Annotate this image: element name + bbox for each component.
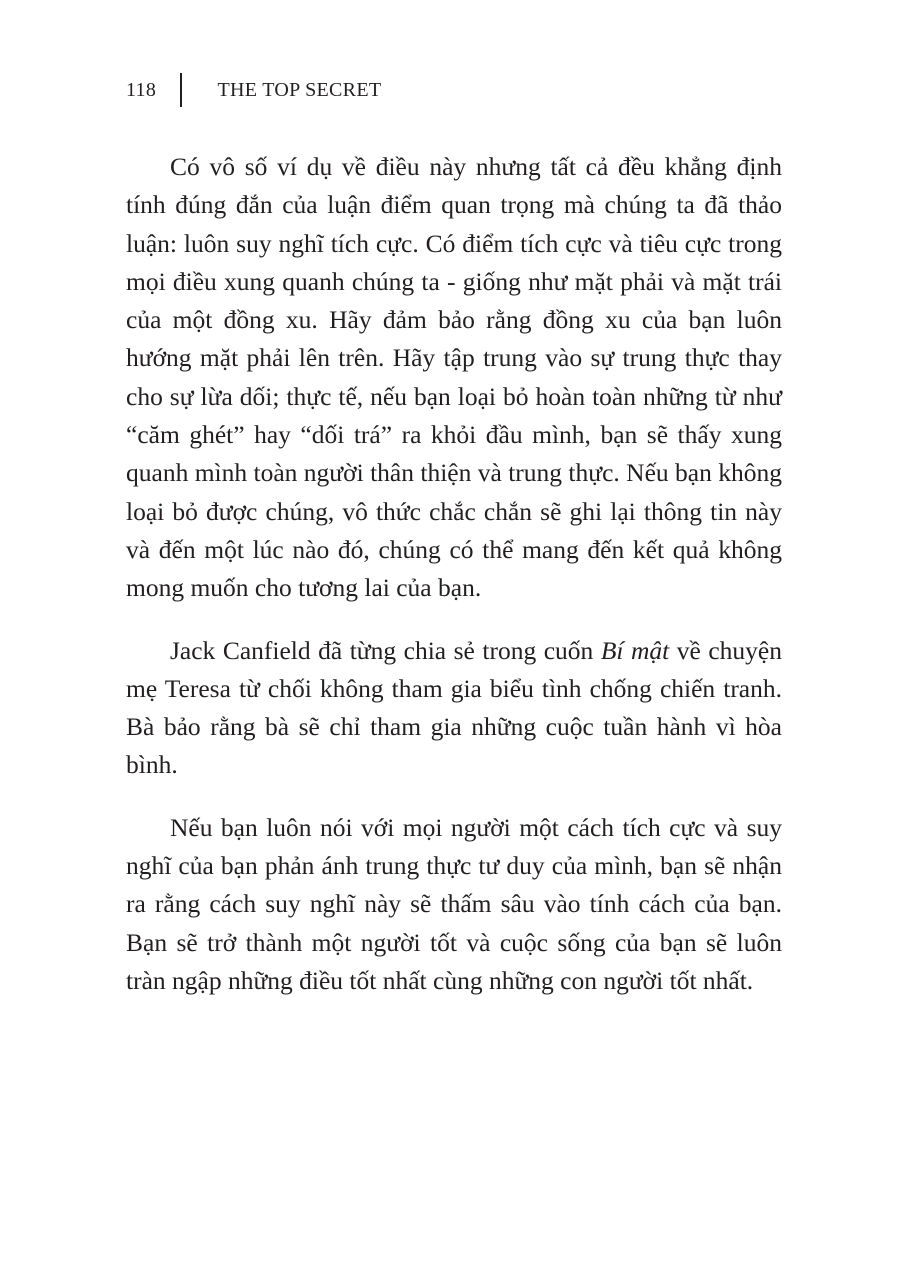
paragraph-text-end: về chuyện mẹ Teresa từ chối không tham gia biểu tình chống chiến tranh. Bà bảo rằng bà sẽ chỉ tham gia những cuộc tuần hành vì hòa bình. <box>126 635 782 780</box>
book-title: THE TOP SECRET <box>217 78 382 101</box>
paragraph-jack-canfield <box>126 632 782 785</box>
paragraph-positive-thinking: Có vô số ví dụ về điều này nhưng tất cả đều khẳng định tính đúng đắn của luận điểm quan trọng mà chúng ta đã thảo luận: luôn suy nghĩ tích cực. Có điểm tích cực và tiêu cực trong mọi điều xung quanh chúng ta - giống như mặt phải và mặt trái của một đồng xu. Hãy đảm bảo rằng đồng xu của bạn luôn hướng mặt phải lên trên. Hãy tập trung vào sự trung thực thay cho sự lừa dối; thực tế, nếu bạn loại bỏ hoàn toàn những từ như “căm ghét” hay “dối trá” ra khỏi đầu mình, bạn sẽ thấy xung quanh mình toàn người thân thiện và trung thực. Nếu bạn không loại bỏ được chúng, vô thức chắc chắn sẽ ghi lại thông tin này và đến một lúc nào đó, chúng có thể mang đến kết quả không mong muốn cho tương lai của bạn. <box>126 152 782 603</box>
page-number: 118 <box>126 78 157 101</box>
book-reference-title: Bí mật <box>600 635 670 665</box>
body-text <box>126 148 782 1024</box>
paragraph-conclusion: Nếu bạn luôn nói với mọi người một cách tích cực và suy nghĩ của bạn phản ánh trung thực tư duy của mình, bạn sẽ nhận ra rằng cách suy nghĩ này sẽ thấm sâu vào tính cách của bạn. Bạn sẽ trở thành một người tốt và cuộc sống của bạn sẽ luôn tràn ngập những điều tốt nhất cùng những con người tốt nhất. <box>126 812 782 995</box>
header-divider <box>180 73 182 107</box>
running-head <box>126 72 381 108</box>
paragraph-text-start: Jack Canfield đã từng chia sẻ trong cuốn <box>170 635 601 665</box>
